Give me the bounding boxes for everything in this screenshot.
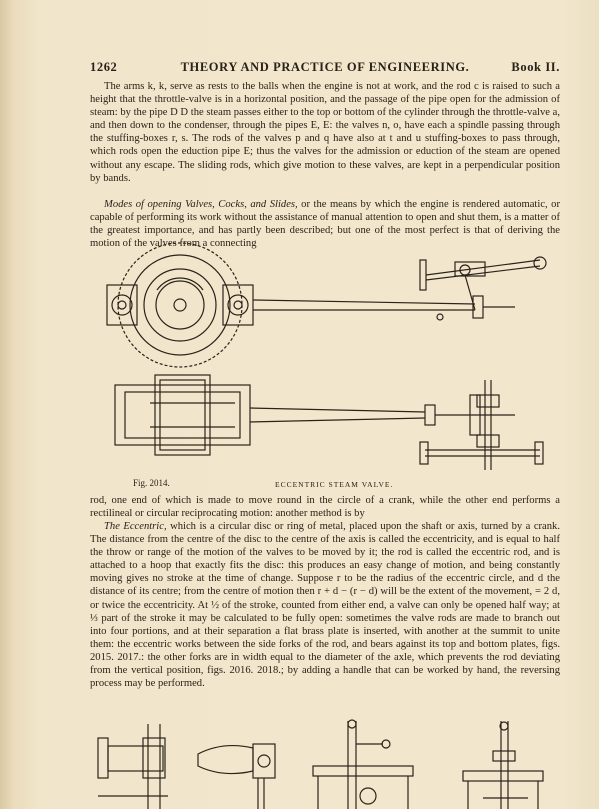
paragraph-valves: The arms k, k, serve as rests to the balls when the engine is not at work, and the rod c is raised to such a height that the throttle-valve is in a horizontal position, and the passage of the pipe open for the admission of steam: by the pipe D D the steam passes either to the top or bottom of the cylinder through the throttle-valve a, and then down to the condenser, through the pipes E, E: the valves n, o, have each a spindle passing through the stuffing-boxes r, s. The rods of the valves p and q have also at t and u stuffing-boxes to pass through, which rods open the eduction pipe E; thus the valves for the admission or eduction of the steam are opened without any escape. The sliding rods, which give motion to these valves, are kept in a perpendicular position by bands.	[90, 81, 560, 184]
paragraph-eccentric-text: which is a circular disc or ring of metal, placed upon the shaft or axis, turned by a crank. The distance from the centre of the disc to the centre of the axis is called the eccentricity, and is equal to half the throw or range of the motion of the valves to be moved by it; the rod is called the eccentric rod, and is attached to a hoop that exactly fits the disc: this produces an easy change of motion, and being constantly moving gives no stroke at the time of change. Suppose r to be the radius of the eccentric circle, and d the distance of its centre; from the centre of motion then r + d − (r − d) will be the extent of the movement, = 2 d, or twice the eccentricity. At ½ of the stroke, counted from either end, a valve can only be opened half way; at ⅓ part of the stroke it may be calculated to be fully open: sometimes the valve rods are made to branch out into four portions, and at their separation a flat brass plate is inserted, with another at the summit to unite them: the eccentric works between the side forks of the rod, and bears against its top and bottom plates, figs. 2015. 2017.: the other forks are in width equal to the diameter of the axle, which prevents the rod deviating from the vertical position, figs. 2016. 2018.; by adding a handle that can be worked by hand, the reversing process may be performed.	[90, 521, 561, 690]
figure-2018-partial	[463, 721, 543, 809]
page-number: 1262	[90, 60, 118, 74]
paragraph-modes-text: or the means by which the engine is rendered automatic, or capable of performing its work without the assistance of manual attention to open and shut them, is a matter of the greatest importance, and has partly been described; but one of the most perfect is that of deriving the motion of the valves from a connecting	[90, 199, 560, 250]
figure-title: ECCENTRIC STEAM VALVE.	[275, 480, 394, 489]
figure-2017-partial	[313, 720, 413, 809]
paragraph-eccentric	[90, 520, 560, 690]
eccentric-elevation	[107, 243, 546, 367]
eccentric-plan	[115, 375, 543, 470]
bottom-figures	[88, 716, 558, 809]
eccentric-steam-valve-figure	[95, 240, 555, 476]
paragraph-connecting-rod: rod, one end of which is made to move round in the circle of a crank, while the other end performs a rectilineal or circular reciprocating motion: another method is by	[90, 495, 560, 520]
figure-2015-partial	[98, 724, 168, 809]
paragraph-eccentric-lead: The Eccentric,	[104, 521, 167, 532]
figure-label: Fig. 2014.	[133, 478, 170, 488]
paragraph-modes-lead: Modes of opening Valves, Cocks, and Slides,	[104, 199, 298, 210]
running-title: THEORY AND PRACTICE OF ENGINEERING.	[180, 60, 470, 74]
figure-2016-partial	[198, 744, 275, 809]
running-header	[90, 60, 560, 78]
book-number: Book II.	[511, 60, 560, 74]
